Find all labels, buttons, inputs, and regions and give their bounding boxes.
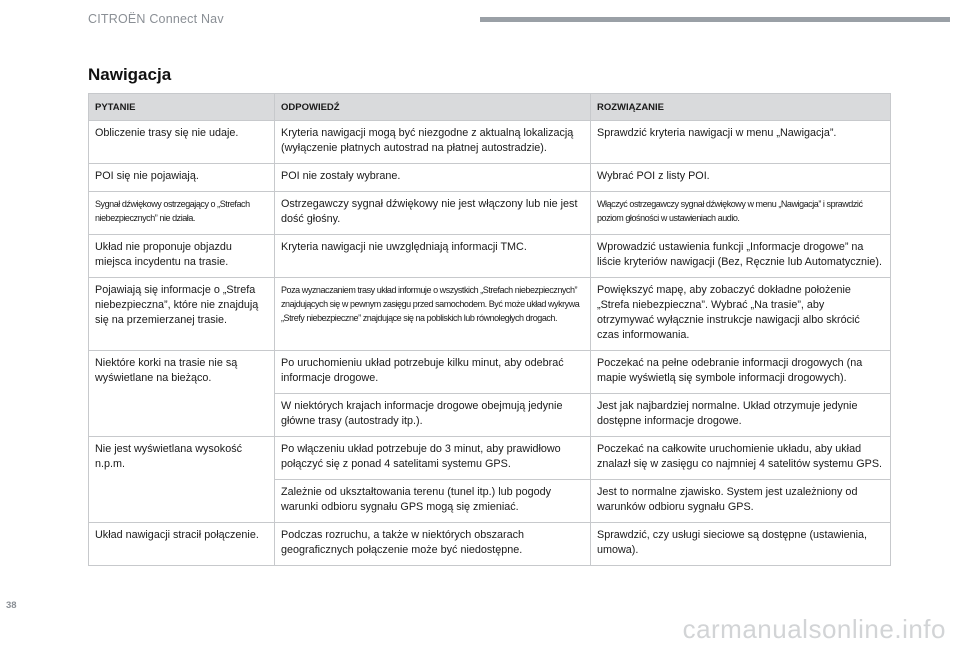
question-cell: Układ nawigacji stracił połączenie. bbox=[89, 523, 275, 566]
page-number: 38 bbox=[6, 600, 17, 611]
solution-cell: Sprawdzić kryteria nawigacji w menu „Nawigacja”. bbox=[591, 121, 891, 164]
solution-cell: Sprawdzić, czy usługi sieciowe są dostępne (ustawienia, umowa). bbox=[591, 523, 891, 566]
answer-cell: Poza wyznaczaniem trasy układ informuje o wszystkich „Strefach niebezpiecznych” znajdujących się w pewnym zasięgu przed samochodem. Być może układ wykrywa „Strefy niebezpieczne” znajdujące się na pobliskich lub równoległych drogach. bbox=[275, 278, 591, 351]
answer-cell: Po włączeniu układ potrzebuje do 3 minut, aby prawidłowo połączyć się z ponad 4 satelitami systemu GPS. bbox=[275, 437, 591, 480]
column-header-solution: ROZWIĄZANIE bbox=[591, 94, 891, 121]
solution-cell: Włączyć ostrzegawczy sygnał dźwiękowy w menu „Nawigacja” i sprawdzić poziom głośności w ustawieniach audio. bbox=[591, 192, 891, 235]
table-row bbox=[89, 235, 891, 278]
question-cell: Obliczenie trasy się nie udaje. bbox=[89, 121, 275, 164]
answer-cell: Kryteria nawigacji mogą być niezgodne z aktualną lokalizacją (wyłączenie płatnych autostrad na płatnej autostradzie). bbox=[275, 121, 591, 164]
answer-cell: W niektórych krajach informacje drogowe obejmują jedynie główne trasy (autostrady itp.). bbox=[275, 394, 591, 437]
solution-cell: Jest to normalne zjawisko. System jest uzależniony od warunków odbioru sygnału GPS. bbox=[591, 480, 891, 523]
answer-cell: Ostrzegawczy sygnał dźwiękowy nie jest włączony lub nie jest dość głośny. bbox=[275, 192, 591, 235]
question-cell: Nie jest wyświetlana wysokość n.p.m. bbox=[89, 437, 275, 523]
watermark-text: carmanualsonline.info bbox=[682, 614, 946, 644]
answer-cell: Kryteria nawigacji nie uwzględniają informacji TMC. bbox=[275, 235, 591, 278]
question-cell: Układ nie proponuje objazdu miejsca incydentu na trasie. bbox=[89, 235, 275, 278]
table-row bbox=[89, 351, 891, 394]
solution-cell: Jest jak najbardziej normalne. Układ otrzymuje jedynie dostępne informacje drogowe. bbox=[591, 394, 891, 437]
column-header-question: PYTANIE bbox=[89, 94, 275, 121]
table-row bbox=[89, 121, 891, 164]
header-divider-bar bbox=[480, 17, 950, 22]
table-row bbox=[89, 437, 891, 480]
question-cell: POI się nie pojawiają. bbox=[89, 164, 275, 192]
answer-cell: POI nie zostały wybrane. bbox=[275, 164, 591, 192]
question-cell: Pojawiają się informacje o „Strefa niebezpieczna”, które nie znajdują się na przemierzanej trasie. bbox=[89, 278, 275, 351]
solution-cell: Powiększyć mapę, aby zobaczyć dokładne położenie „Strefa niebezpieczna”. Wybrać „Na trasie”, aby otrzymywać wyłącznie instrukcje nawigacji albo skrócić czas informowania. bbox=[591, 278, 891, 351]
column-header-answer: ODPOWIEDŹ bbox=[275, 94, 591, 121]
brand-header: CITROËN Connect Nav bbox=[88, 12, 224, 26]
solution-cell: Wybrać POI z listy POI. bbox=[591, 164, 891, 192]
solution-cell: Poczekać na pełne odebranie informacji drogowych (na mapie wyświetlą się symbole informacji drogowych). bbox=[591, 351, 891, 394]
answer-cell: Zależnie od ukształtowania terenu (tunel itp.) lub pogody warunki odbioru sygnału GPS mogą się zmieniać. bbox=[275, 480, 591, 523]
solution-cell: Wprowadzić ustawienia funkcji „Informacje drogowe” na liście kryteriów nawigacji (Bez, Ręcznie lub Automatycznie). bbox=[591, 235, 891, 278]
table-row bbox=[89, 523, 891, 566]
section-title: Nawigacja bbox=[88, 65, 172, 84]
question-cell: Niektóre korki na trasie nie są wyświetlane na bieżąco. bbox=[89, 351, 275, 437]
table-row bbox=[89, 192, 891, 235]
answer-cell: Po uruchomieniu układ potrzebuje kilku minut, aby odebrać informacje drogowe. bbox=[275, 351, 591, 394]
table-header-row bbox=[89, 94, 891, 121]
table-row bbox=[89, 278, 891, 351]
question-cell: Sygnał dźwiękowy ostrzegający o „Strefach niebezpiecznych” nie działa. bbox=[89, 192, 275, 235]
faq-table bbox=[88, 93, 891, 566]
solution-cell: Poczekać na całkowite uruchomienie układu, aby układ znalazł się w zasięgu co najmniej 4 satelitów systemu GPS. bbox=[591, 437, 891, 480]
table-row bbox=[89, 164, 891, 192]
answer-cell: Podczas rozruchu, a także w niektórych obszarach geograficznych połączenie może być niedostępne. bbox=[275, 523, 591, 566]
